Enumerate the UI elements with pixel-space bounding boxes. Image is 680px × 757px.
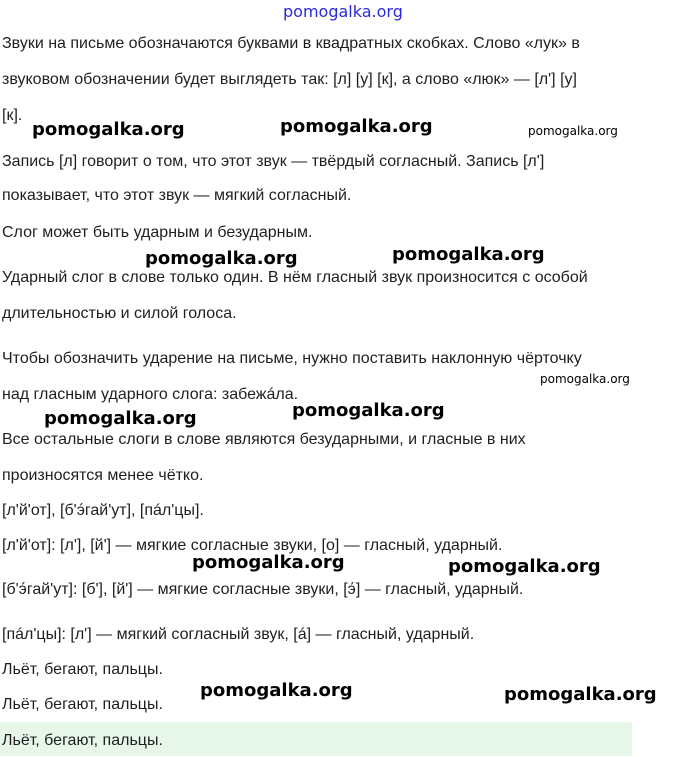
text-line: Слог может быть ударным и безударным. — [2, 224, 313, 241]
watermark: pomogalka.org — [280, 116, 433, 137]
watermark: pomogalka.org — [192, 552, 345, 573]
text-line: Льёт, бегают, пальцы. — [2, 732, 163, 749]
watermark: pomogalka.org — [145, 248, 298, 269]
text-line: Запись [л] говорит о том, что этот звук — твёрдый согласный. Запись [л'] — [2, 153, 545, 170]
watermark: pomogalka.org — [448, 556, 601, 577]
text-line: [к]. — [2, 107, 23, 124]
text-line: Льёт, бегают, пальцы. — [2, 661, 163, 678]
watermark: pomogalka.org — [504, 684, 657, 705]
text-line: Все остальные слоги в слове являются безударными, и гласные в них — [2, 431, 526, 448]
watermark: pomogalka.org — [540, 372, 630, 386]
text-line: произносятся менее чётко. — [2, 467, 204, 484]
watermark: pomogalka.org — [32, 119, 185, 140]
watermark: pomogalka.org — [528, 124, 618, 138]
text-line: Льёт, бегают, пальцы. — [2, 696, 163, 713]
watermark: pomogalka.org — [292, 400, 445, 421]
text-line: Ударный слог в слове только один. В нём гласный звук произносится с особой — [2, 269, 588, 286]
text-line: длительностью и силой голоса. — [2, 305, 237, 322]
text-line: [б'э́гай'ут]: [б'], [й'] — мягкие согласные звуки, [э́] — гласный, ударный. — [2, 581, 524, 598]
text-line: звуковом обозначении будет выглядеть так: [л] [у] [к], а слово «люк» — [л'] [у] — [2, 71, 577, 88]
text-line: показывает, что этот звук — мягкий согласный. — [2, 187, 352, 204]
text-line: Звуки на письме обозначаются буквами в квадратных скобках. Слово «лук» в — [2, 35, 580, 52]
watermark: pomogalka.org — [44, 408, 197, 429]
text-line: над гласным ударного слога: забежáла. — [2, 386, 299, 403]
text-line: [л'й'от], [б'э́гай'ут], [пáл'цы]. — [2, 502, 204, 519]
watermark: pomogalka.org — [283, 2, 403, 21]
text-line: Чтобы обозначить ударение на письме, нужно поставить наклонную чёрточку — [2, 350, 582, 367]
watermark: pomogalka.org — [392, 244, 545, 265]
text-line: [л'й'от]: [л'], [й'] — мягкие согласные звуки, [о] — гласный, ударный. — [2, 537, 503, 554]
watermark: pomogalka.org — [200, 680, 353, 701]
text-line: [пáл'цы]: [л'] — мягкий согласный звук, [á] — гласный, ударный. — [2, 626, 475, 643]
